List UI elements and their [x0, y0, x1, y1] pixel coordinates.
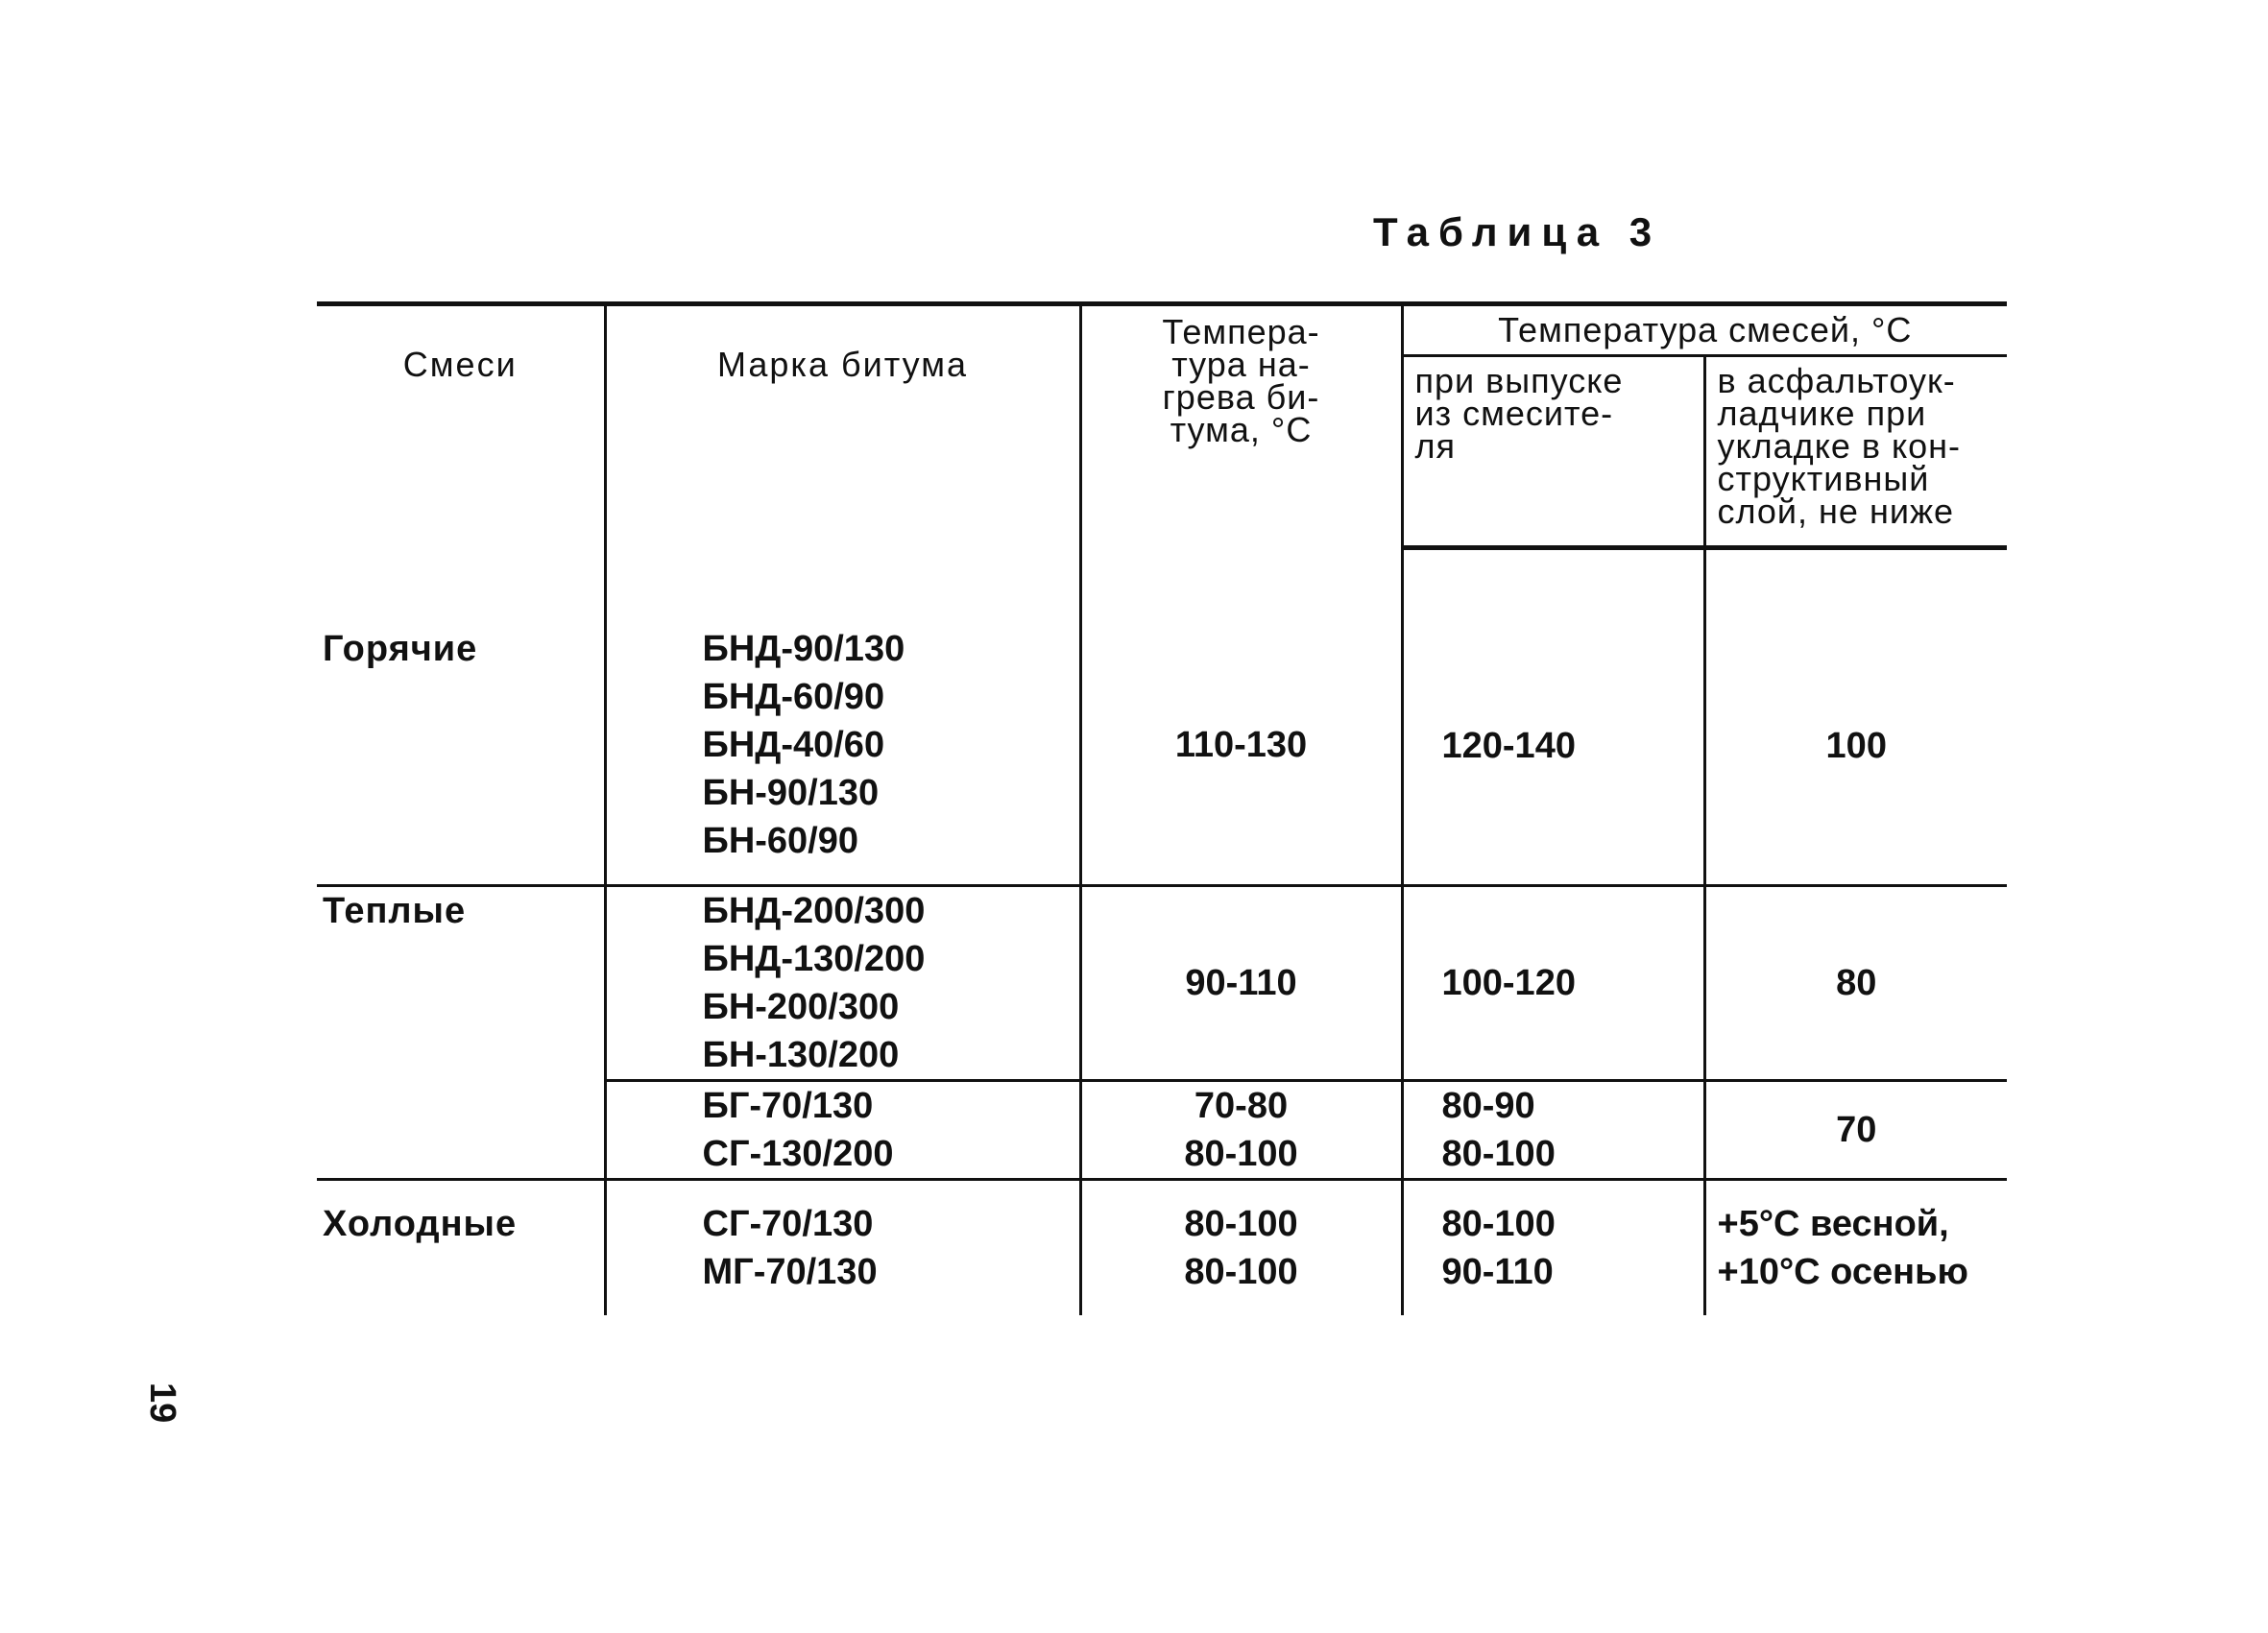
- release-temp-warm-b: [1402, 1080, 1704, 1179]
- release-temp-item: 80-90: [1441, 1085, 1535, 1126]
- paver-temp-cold: [1704, 1179, 2007, 1315]
- header-mix-temp: Температура смесей, °С: [1402, 304, 2007, 356]
- header-heat-line: грева би-: [1162, 377, 1320, 417]
- header-paver-line: слой, не ниже: [1717, 492, 1955, 531]
- header-heat-line: тума, °С: [1170, 410, 1313, 449]
- release-temp-cold: [1402, 1179, 1704, 1315]
- header-release-line: ля: [1414, 426, 1456, 466]
- brand-item: СГ-130/200: [702, 1133, 894, 1174]
- header-paver: [1704, 356, 2007, 548]
- paver-temp-item: +5°С весной,: [1717, 1203, 1949, 1244]
- header-release-line: из смесите-: [1414, 394, 1614, 433]
- header-paver-line: укладке в кон-: [1717, 426, 1962, 466]
- page-number: 19: [142, 1382, 182, 1424]
- brand-item: БНД-200/300: [702, 890, 926, 931]
- table-caption: Таблица 3: [1373, 209, 1662, 254]
- table-row-cold: [317, 1179, 2007, 1315]
- brand-list-cold: [605, 1179, 1080, 1315]
- heat-temp-cold: [1080, 1179, 1402, 1315]
- brand-item: БНД-40/60: [702, 724, 885, 765]
- header-paver-line: структивный: [1717, 459, 1930, 498]
- brand-item: БН-130/200: [702, 1034, 900, 1075]
- heat-temp-item: 80-100: [1184, 1251, 1298, 1292]
- bitumen-temperature-table: [317, 301, 2007, 1315]
- brand-item: МГ-70/130: [702, 1251, 878, 1292]
- table-row-hot: [317, 548, 2007, 886]
- brand-item: БНД-60/90: [702, 676, 885, 717]
- header-heat-temp: [1080, 304, 1402, 548]
- brand-list-hot: [605, 548, 1080, 886]
- paver-temp-hot: 100: [1704, 548, 2007, 886]
- heat-temp-item: 80-100: [1184, 1133, 1298, 1174]
- paver-temp-warm-a: 80: [1704, 885, 2007, 1080]
- brand-list-warm-a: [605, 885, 1080, 1080]
- paver-temp-warm-b: 70: [1704, 1080, 2007, 1179]
- brand-item: БНД-130/200: [702, 938, 926, 979]
- heat-temp-hot: 110-130: [1080, 548, 1402, 886]
- heat-temp-item: 70-80: [1194, 1085, 1289, 1126]
- header-release-line: при выпуске: [1414, 361, 1624, 400]
- header-mix: Смеси: [317, 304, 605, 548]
- paver-temp-item: +10°С осенью: [1717, 1251, 1968, 1292]
- table-row-warm-a: [317, 885, 2007, 1080]
- brand-item: БН-60/90: [702, 820, 859, 861]
- heat-temp-item: 80-100: [1184, 1203, 1298, 1244]
- release-temp-item: 80-100: [1441, 1203, 1556, 1244]
- mix-name-hot: Горячие: [317, 548, 605, 886]
- brand-item: БГ-70/130: [702, 1085, 874, 1126]
- brand-list-warm-b: [605, 1080, 1080, 1179]
- header-brand: Марка битума: [605, 304, 1080, 548]
- header-release: [1402, 356, 1704, 548]
- header-paver-line: ладчике при: [1717, 394, 1927, 433]
- heat-temp-warm-b: [1080, 1080, 1402, 1179]
- brand-item: БНД-90/130: [702, 628, 905, 669]
- header-paver-line: в асфальтоук-: [1717, 361, 1956, 400]
- heat-temp-warm-a: 90-110: [1080, 885, 1402, 1080]
- brand-item: СГ-70/130: [702, 1203, 874, 1244]
- release-temp-item: 90-110: [1441, 1251, 1554, 1292]
- release-temp-item: 80-100: [1441, 1133, 1556, 1174]
- release-temp-warm-a: 100-120: [1402, 885, 1704, 1080]
- brand-item: БН-90/130: [702, 772, 880, 813]
- mix-name-cold: Холодные: [317, 1179, 605, 1315]
- brand-item: БН-200/300: [702, 986, 900, 1027]
- header-heat-line: Темпера-: [1162, 312, 1320, 351]
- header-heat-line: тура на-: [1171, 345, 1311, 384]
- mix-name-warm: Теплые: [317, 885, 605, 1179]
- release-temp-hot: 120-140: [1402, 548, 1704, 886]
